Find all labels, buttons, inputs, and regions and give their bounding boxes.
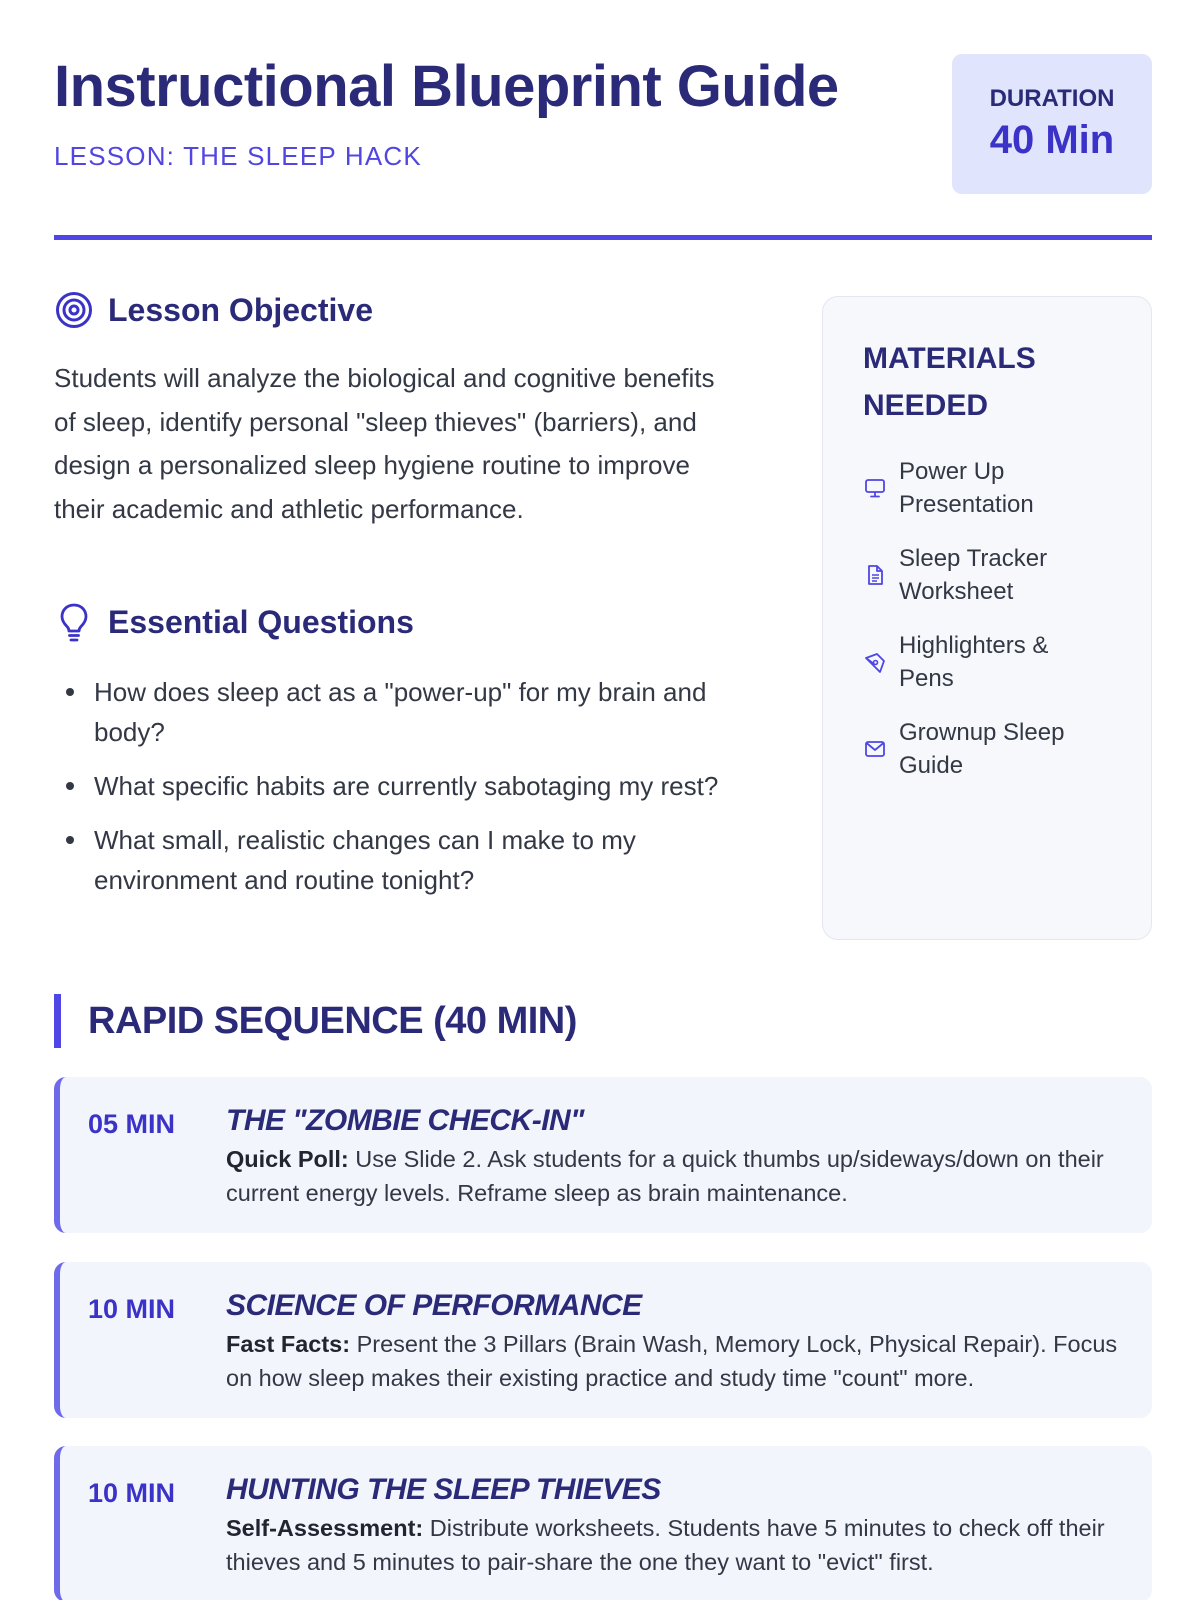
question-text: How does sleep act as a "power-up" for my brain and body? xyxy=(94,677,707,747)
step-description xyxy=(226,1142,1126,1210)
step-time: 05 MIN xyxy=(88,1109,176,1139)
material-item xyxy=(863,716,1099,782)
duration-value: 40 Min xyxy=(989,118,1115,162)
step-title: HUNTING THE SLEEP THIEVES xyxy=(226,1473,661,1506)
step-text: Distribute worksheets. Students have 5 minutes to check off their thieves and 5 minutes to pair-share the one they want to "evict" first. xyxy=(226,1515,1105,1575)
step-description xyxy=(226,1511,1126,1579)
step-time: 10 MIN xyxy=(88,1478,176,1508)
question-text: What small, realistic changes can I make to my environment and routine tonight? xyxy=(94,825,636,895)
material-label: Power Up Presentation xyxy=(899,458,1034,518)
step-title: SCIENCE OF PERFORMANCE xyxy=(226,1289,642,1322)
page-title: Instructional Blueprint Guide xyxy=(54,54,839,119)
step-time: 10 MIN xyxy=(88,1294,176,1324)
step-text: Use Slide 2. Ask students for a quick thumbs up/sideways/down on their current energy levels. Reframe sleep as brain maintenance. xyxy=(226,1146,1104,1206)
material-label: Grownup Sleep Guide xyxy=(899,719,1065,779)
document-icon xyxy=(863,563,887,587)
material-item xyxy=(863,455,1099,521)
list-item xyxy=(54,766,744,806)
materials-title: MATERIALS NEEDED xyxy=(863,342,1036,422)
duration-label: DURATION xyxy=(989,85,1115,112)
duration-badge xyxy=(952,54,1152,194)
presentation-icon xyxy=(863,476,887,500)
material-label: Highlighters & Pens xyxy=(899,632,1049,692)
step-text: Present the 3 Pillars (Brain Wash, Memory Lock, Physical Repair). Focus on how sleep makes their existing practice and study time "count" more. xyxy=(226,1331,1118,1391)
sequence-step xyxy=(54,1262,1152,1418)
sequence-step xyxy=(54,1446,1152,1600)
list-item xyxy=(54,672,744,752)
sequence-step xyxy=(54,1077,1152,1233)
sequence-title: RAPID SEQUENCE (40 MIN) xyxy=(54,994,577,1048)
target-icon xyxy=(54,290,94,330)
material-label: Sleep Tracker Worksheet xyxy=(899,545,1048,605)
question-text: What specific habits are currently sabotaging my rest? xyxy=(94,771,719,801)
lesson-subtitle: LESSON: THE SLEEP HACK xyxy=(54,141,422,171)
questions-list xyxy=(54,672,744,914)
material-item xyxy=(863,629,1099,695)
objective-heading xyxy=(54,290,373,330)
list-item xyxy=(54,820,744,900)
questions-title: Essential Questions xyxy=(108,604,414,640)
questions-heading xyxy=(54,602,414,642)
materials-panel xyxy=(822,296,1152,940)
lightbulb-icon xyxy=(54,602,94,642)
step-description xyxy=(226,1327,1126,1395)
page-header xyxy=(54,54,1152,240)
material-item xyxy=(863,542,1099,608)
step-lead: Self-Assessment: xyxy=(226,1515,424,1541)
pen-icon xyxy=(863,650,887,674)
step-title: THE "ZOMBIE CHECK-IN" xyxy=(226,1104,584,1137)
step-lead: Fast Facts: xyxy=(226,1331,351,1357)
mail-icon xyxy=(863,737,887,761)
header-divider xyxy=(54,235,1152,240)
step-lead: Quick Poll: xyxy=(226,1146,349,1172)
objective-title: Lesson Objective xyxy=(108,292,373,328)
objective-text: Students will analyze the biological and cognitive benefits of sleep, identify personal "sleep thieves" (barriers), and design a personalized sleep hygiene routine to improve their academic and athletic performance. xyxy=(54,363,715,524)
